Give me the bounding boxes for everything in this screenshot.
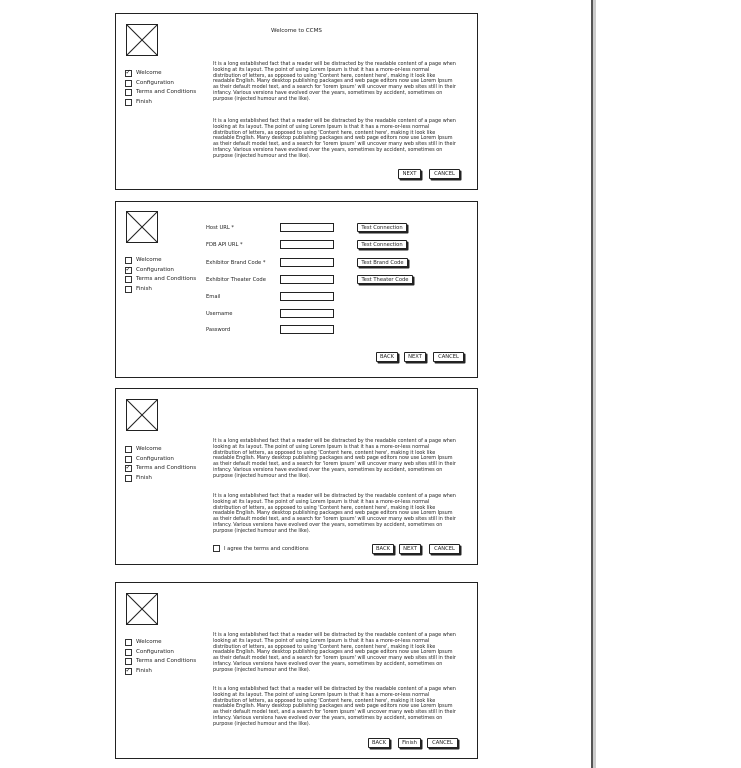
wizard-panel-welcome (115, 13, 478, 190)
step-nav (125, 638, 196, 676)
checkbox-icon (213, 545, 220, 552)
password-label: Password (206, 327, 231, 333)
theater-code-label: Exhibitor Theater Code (206, 277, 266, 283)
brand-code-label: Exhibitor Brand Code * (206, 260, 266, 266)
logo-placeholder-icon (126, 399, 158, 431)
test-fdb-connection-button[interactable]: Test Connection (357, 240, 407, 249)
agree-terms-checkbox[interactable] (213, 545, 309, 552)
email-label: Email (206, 294, 221, 300)
cancel-button[interactable]: CANCEL (427, 738, 458, 748)
back-button[interactable]: BACK (368, 738, 390, 748)
back-button[interactable]: BACK (372, 544, 394, 554)
step-welcome[interactable]: Welcome (125, 638, 196, 648)
checkbox-icon (125, 658, 132, 665)
step-configuration[interactable]: Configuration (125, 455, 196, 465)
finish-button[interactable]: Finish (398, 738, 421, 748)
body-text: It is a long established fact that a reader will be distracted by the readable content of a page when looking at its layout. The point of using Lorem Ipsum is that it has a more-or-less normal distribution of letters, as opposed to using 'Content here, content here', making it look like readable English. Many desktop publishing packages and web page editors now use Lorem Ipsum as their default model text, and a search for 'lorem ipsum' will uncover many web sites still in their infancy. Various versions have evolved over the years, sometimes by accident, sometimes on purpose (injected humour and the like). (213, 632, 456, 673)
checkbox-icon (125, 475, 132, 482)
next-button[interactable]: NEXT (404, 352, 426, 362)
step-configuration[interactable]: ✓ Configuration (125, 266, 196, 276)
step-welcome[interactable]: Welcome (125, 445, 196, 455)
test-brand-code-button[interactable]: Test Brand Code (357, 258, 408, 267)
logo-placeholder-icon (126, 211, 158, 243)
checkbox-icon (125, 456, 132, 463)
checkbox-icon (125, 257, 132, 264)
test-theater-code-button[interactable]: Test Theater Code (357, 275, 413, 284)
step-welcome[interactable]: ✓ Welcome (125, 69, 196, 79)
test-host-connection-button[interactable]: Test Connection (357, 223, 407, 232)
username-label: Username (206, 311, 233, 317)
step-nav (125, 69, 196, 107)
checkbox-checked-icon (125, 267, 132, 274)
step-finish[interactable]: Finish (125, 474, 196, 484)
step-configuration[interactable]: Configuration (125, 79, 196, 89)
cancel-button[interactable]: CANCEL (429, 169, 460, 179)
step-finish[interactable]: ✓ Finish (125, 667, 196, 677)
page-title: Welcome to CCMS (271, 28, 322, 34)
agree-terms-label: I agree the terms and conditions (224, 545, 309, 552)
wizard-panel-terms (115, 388, 478, 565)
username-field[interactable] (280, 309, 334, 318)
step-nav (125, 256, 196, 294)
checkbox-icon (125, 276, 132, 283)
step-nav (125, 445, 196, 483)
step-welcome[interactable]: Welcome (125, 256, 196, 266)
email-field[interactable] (280, 292, 334, 301)
cancel-button[interactable]: CANCEL (433, 352, 464, 362)
body-text: It is a long established fact that a reader will be distracted by the readable content of a page when looking at its layout. The point of using Lorem Ipsum is that it has a more-or-less normal distribution of letters, as opposed to using 'Content here, content here', making it look like readable English. Many desktop publishing packages and web page editors now use Lorem Ipsum as their default model text, and a search for 'lorem ipsum' will uncover many web sites still in their infancy. Various versions have evolved over the years, sometimes by accident, sometimes on purpose (injected humour and the like). (213, 118, 456, 159)
step-terms[interactable]: Terms and Conditions (125, 657, 196, 667)
checkbox-icon (125, 286, 132, 293)
checkbox-icon (125, 649, 132, 656)
body-text: It is a long established fact that a reader will be distracted by the readable content of a page when looking at its layout. The point of using Lorem Ipsum is that it has a more-or-less normal distribution of letters, as opposed to using 'Content here, content here', making it look like readable English. Many desktop publishing packages and web page editors now use Lorem Ipsum as their default model text, and a search for 'lorem ipsum' will uncover many web sites still in their infancy. Various versions have evolved over the years, sometimes by accident, sometimes on purpose (injected humour and the like). (213, 493, 456, 534)
step-terms[interactable]: Terms and Conditions (125, 88, 196, 98)
brand-code-input[interactable] (280, 258, 334, 267)
next-button[interactable]: NEXT (399, 544, 421, 554)
step-finish[interactable]: Finish (125, 285, 196, 295)
logo-placeholder-icon (126, 593, 158, 625)
step-terms[interactable]: Terms and Conditions (125, 275, 196, 285)
body-text: It is a long established fact that a reader will be distracted by the readable content of a page when looking at its layout. The point of using Lorem Ipsum is that it has a more-or-less normal distribution of letters, as opposed to using 'Content here, content here', making it look like readable English. Many desktop publishing packages and web page editors now use Lorem Ipsum as their default model text, and a search for 'lorem ipsum' will uncover many web sites still in their infancy. Various versions have evolved over the years, sometimes by accident, sometimes on purpose (injected humour and the like). (213, 686, 456, 727)
next-button[interactable]: NEXT (398, 169, 421, 179)
checkbox-checked-icon (125, 668, 132, 675)
checkbox-checked-icon (125, 70, 132, 77)
cancel-button[interactable]: CANCEL (429, 544, 460, 554)
body-text: It is a long established fact that a reader will be distracted by the readable content of a page when looking at its layout. The point of using Lorem Ipsum is that it has a more-or-less normal distribution of letters, as opposed to using 'Content here, content here', making it look like readable English. Many desktop publishing packages and web page editors now use Lorem Ipsum as their default model text, and a search for 'lorem ipsum' will uncover many web sites still in their infancy. Various versions have evolved over the years, sometimes by accident, sometimes on purpose (injected humour and the like). (213, 61, 456, 102)
checkbox-icon (125, 639, 132, 646)
wizard-panel-configuration (115, 201, 478, 378)
step-finish[interactable]: Finish (125, 98, 196, 108)
checkbox-checked-icon (125, 465, 132, 472)
body-text: It is a long established fact that a reader will be distracted by the readable content of a page when looking at its layout. The point of using Lorem Ipsum is that it has a more-or-less normal distribution of letters, as opposed to using 'Content here, content here', making it look like readable English. Many desktop publishing packages and web page editors now use Lorem Ipsum as their default model text, and a search for 'lorem ipsum' will uncover many web sites still in their infancy. Various versions have evolved over the years, sometimes by accident, sometimes on purpose (injected humour and the like). (213, 438, 456, 479)
fdb-api-url-input[interactable] (280, 240, 334, 249)
host-url-label: Host URL * (206, 225, 234, 231)
page-shadow (593, 0, 596, 768)
wizard-panel-finish (115, 582, 478, 759)
checkbox-icon (125, 89, 132, 96)
step-terms[interactable]: ✓ Terms and Conditions (125, 464, 196, 474)
checkbox-icon (125, 99, 132, 106)
fdb-api-url-label: FDB API URL * (206, 242, 243, 248)
checkbox-icon (125, 80, 132, 87)
host-url-input[interactable] (280, 223, 334, 232)
back-button[interactable]: BACK (376, 352, 398, 362)
theater-code-input[interactable] (280, 275, 334, 284)
checkbox-icon (125, 446, 132, 453)
password-field[interactable] (280, 325, 334, 334)
step-configuration[interactable]: Configuration (125, 648, 196, 658)
